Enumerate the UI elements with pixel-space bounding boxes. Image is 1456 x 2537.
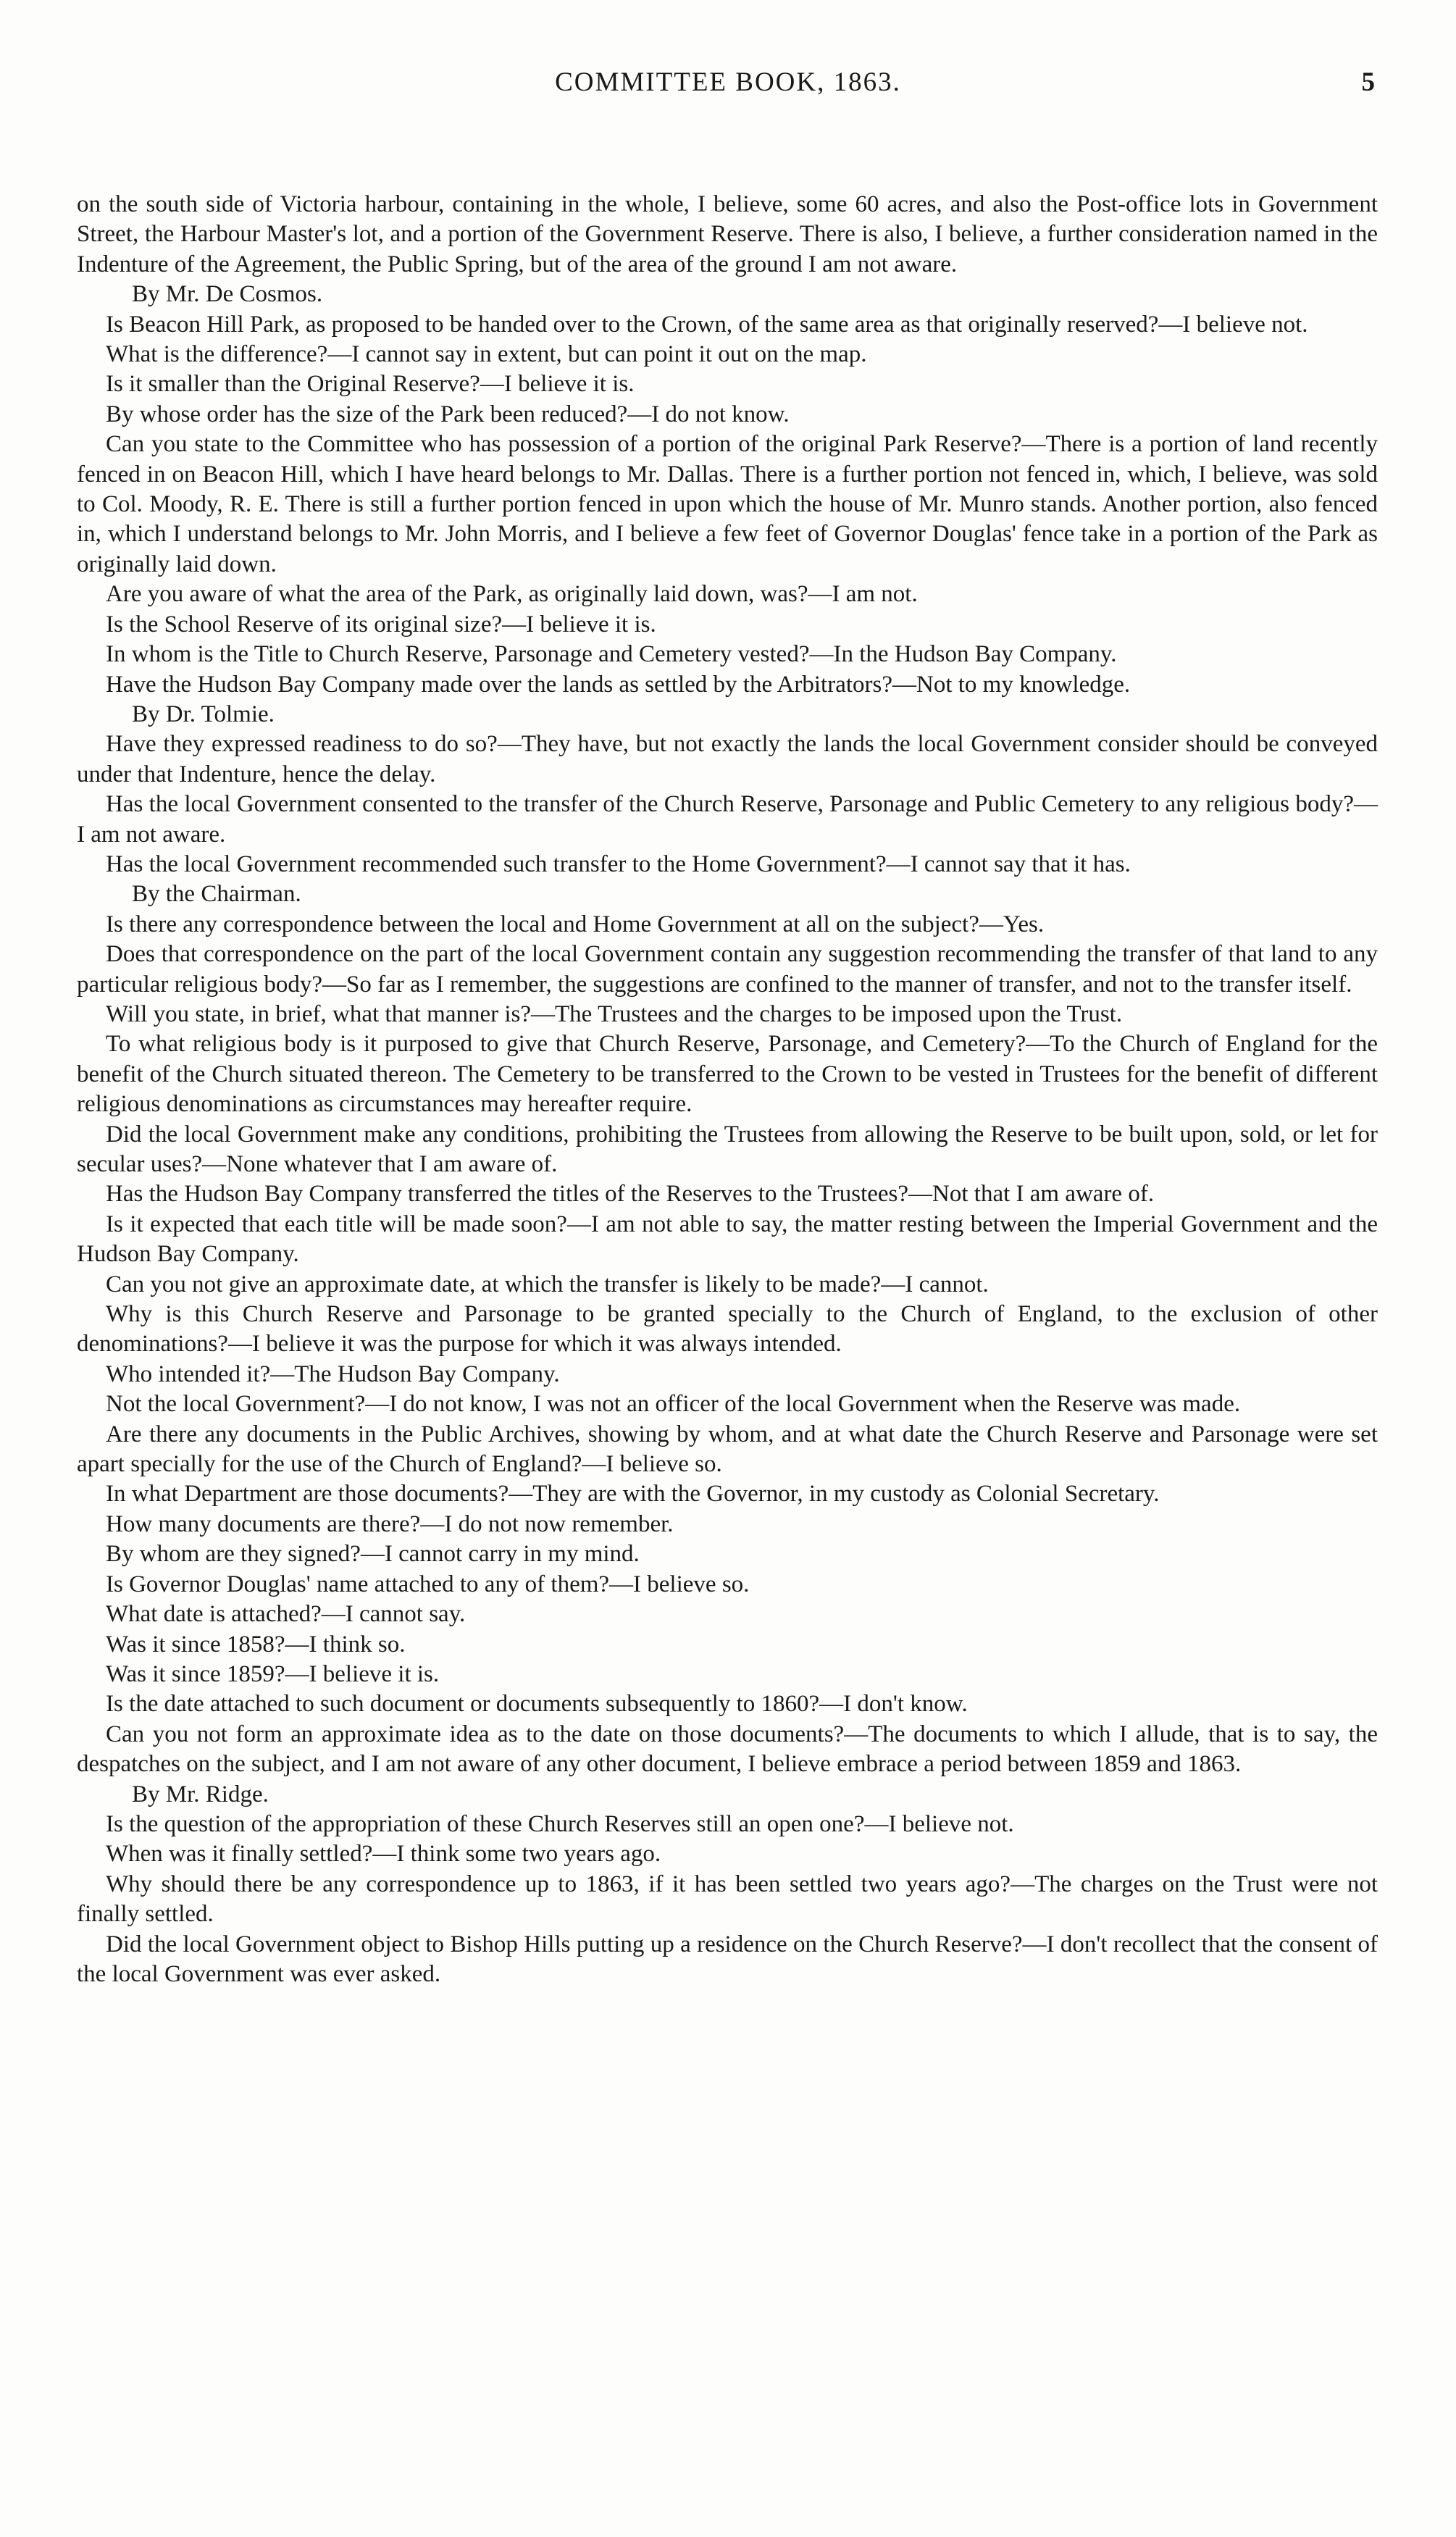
question-answer-paragraph: What date is attached?—I cannot say. [106,1601,466,1628]
question-answer-paragraph: Does that correspondence on the part of the local Government contain any suggestion recommending the transfer of that land to any particular religious body?—So far as I remember, the suggestions are confined to the manner of transfer, and not to the transfer itself. [77,941,1378,998]
question-answer-paragraph: Is it smaller than the Original Reserve?—I believe it is. [106,371,635,398]
question-answer-paragraph: Is the School Reserve of its original size?—I believe it is. [106,611,656,638]
running-head [80,67,1376,110]
question-answer-paragraph: Is it expected that each title will be made soon?—I am not able to say, the matter resting between the Imperial Government and the Hudson Bay Company. [77,1211,1378,1268]
question-answer-paragraph: Have the Hudson Bay Company made over the lands as settled by the Arbitrators?—Not to my knowledge. [106,671,1131,698]
question-answer-paragraph: Did the local Government make any conditions, prohibiting the Trustees from allowing the Reserve to be built upon, sold, or let for secular uses?—None whatever that I am aware of. [77,1121,1378,1177]
page-number: 5 [1361,67,1376,97]
question-answer-paragraph: Is the question of the appropriation of these Church Reserves still an open one?—I believe not. [106,1810,1014,1837]
question-answer-paragraph: When was it finally settled?—I think some two years ago. [106,1841,661,1868]
question-answer-paragraph: Why should there be any correspondence up to 1863, if it has been settled two years ago?—The charges on the Trust were not finally settled. [77,1871,1378,1928]
question-answer-paragraph: Was it since 1859?—I believe it is. [106,1660,440,1687]
question-answer-paragraph: Can you not give an approximate date, at which the transfer is likely to be made?—I cannot. [106,1271,989,1297]
question-answer-paragraph: To what religious body is it purposed to give that Church Reserve, Parsonage, and Cemetery?—To the Church of England for the benefit of the Church situated thereon. The Cemetery to be transferred to the Crown to be vested in Trustees for the benefit of different religious denominations as circumstances may hereafter require. [77,1031,1378,1118]
question-answer-paragraph: Not the local Government?—I do not know, I was not an officer of the local Government when the Reserve was made. [106,1391,1241,1418]
question-answer-paragraph: Is Beacon Hill Park, as proposed to be handed over to the Crown, of the same area as that originally reserved?—I believe not. [106,311,1308,338]
question-answer-paragraph: Who intended it?—The Hudson Bay Company. [106,1361,560,1387]
continued-paragraph: on the south side of Victoria harbour, containing in the whole, I believe, some 60 acres, and also the Post-office lots in Government Street, the Harbour Master's lot, and a portion of the Government Reserve. There is also, I believe, a further consideration named in the Indenture of the Agreement, the Public Spring, but of the area of the ground I am not aware. [77,191,1378,277]
question-answer-paragraph: How many documents are there?—I do not now remember. [106,1510,674,1537]
question-answer-paragraph: Will you state, in brief, what that manner is?—The Trustees and the charges to be imposed upon the Trust. [106,1000,1123,1027]
question-answer-paragraph: Can you not form an approximate idea as to the date on those documents?—The documents to which I allude, that is to say, the despatches on the subject, and I am not aware of any other document, I believe embrace a period between 1859 and 1863. [77,1721,1378,1778]
question-answer-paragraph: Are you aware of what the area of the Park, as originally laid down, was?—I am not. [106,581,918,608]
question-answer-paragraph: What is the difference?—I cannot say in extent, but can point it out on the map. [106,341,867,368]
examiner-heading: By Mr. De Cosmos. [132,281,323,308]
question-answer-paragraph: Was it since 1858?—I think so. [106,1631,406,1658]
question-answer-paragraph: Is the date attached to such document or documents subsequently to 1860?—I don't know. [106,1691,968,1718]
question-answer-paragraph: In what Department are those documents?—They are with the Governor, in my custody as Colonial Secretary. [106,1481,1160,1508]
question-answer-paragraph: Is Governor Douglas' name attached to any of them?—I believe so. [106,1571,750,1597]
question-answer-paragraph: Has the local Government recommended such transfer to the Home Government?—I cannot say that it has. [106,850,1131,877]
page-header-title: COMMITTEE BOOK, 1863. [555,67,901,97]
question-answer-paragraph: Is there any correspondence between the local and Home Government at all on the subject?—Yes. [106,911,1045,937]
question-answer-paragraph: Have they expressed readiness to do so?—They have, but not exactly the lands the local Government consider should be conveyed under that Indenture, hence the delay. [77,731,1378,787]
question-answer-paragraph: By whose order has the size of the Park been reduced?—I do not know. [106,401,790,427]
question-answer-paragraph: Are there any documents in the Public Archives, showing by whom, and at what date the Church Reserve and Parsonage were set apart specially for the use of the Church of England?—I believe so. [77,1421,1378,1478]
examiner-heading: By Mr. Ridge. [132,1781,269,1807]
question-answer-paragraph: By whom are they signed?—I cannot carry in my mind. [106,1541,640,1568]
question-answer-paragraph: In whom is the Title to Church Reserve, Parsonage and Cemetery vested?—In the Hudson Bay Company. [106,641,1117,668]
question-answer-paragraph: Can you state to the Committee who has possession of a portion of the original Park Reserve?—There is a portion of land recently fenced in on Beacon Hill, which I have heard belongs to Mr. Dallas. There is a further portion not fenced in, which, I believe, was sold to Col. Moody, R. E. There is still a further portion fenced in upon which the house of Mr. Munro stands. Another portion, also fenced in, which I understand belongs to Mr. John Morris, and I believe a few feet of Governor Douglas' fence take in a portion of the Park as originally laid down. [77,431,1378,577]
testimony-body [77,190,1378,1989]
question-answer-paragraph: Why is this Church Reserve and Parsonage to be granted specially to the Church of England, to the exclusion of other denominations?—I believe it was the purpose for which it was always intended. [77,1301,1378,1358]
examiner-heading: By the Chairman. [132,881,301,908]
question-answer-paragraph: Has the Hudson Bay Company transferred the titles of the Reserves to the Trustees?—Not that I am aware of. [106,1181,1155,1208]
question-answer-paragraph: Has the local Government consented to the transfer of the Church Reserve, Parsonage and Public Cemetery to any religious body?—I am not aware. [77,791,1378,848]
examiner-heading: By Dr. Tolmie. [132,701,275,727]
question-answer-paragraph: Did the local Government object to Bishop Hills putting up a residence on the Church Reserve?—I don't recollect that the consent of the local Government was ever asked. [77,1931,1378,1987]
